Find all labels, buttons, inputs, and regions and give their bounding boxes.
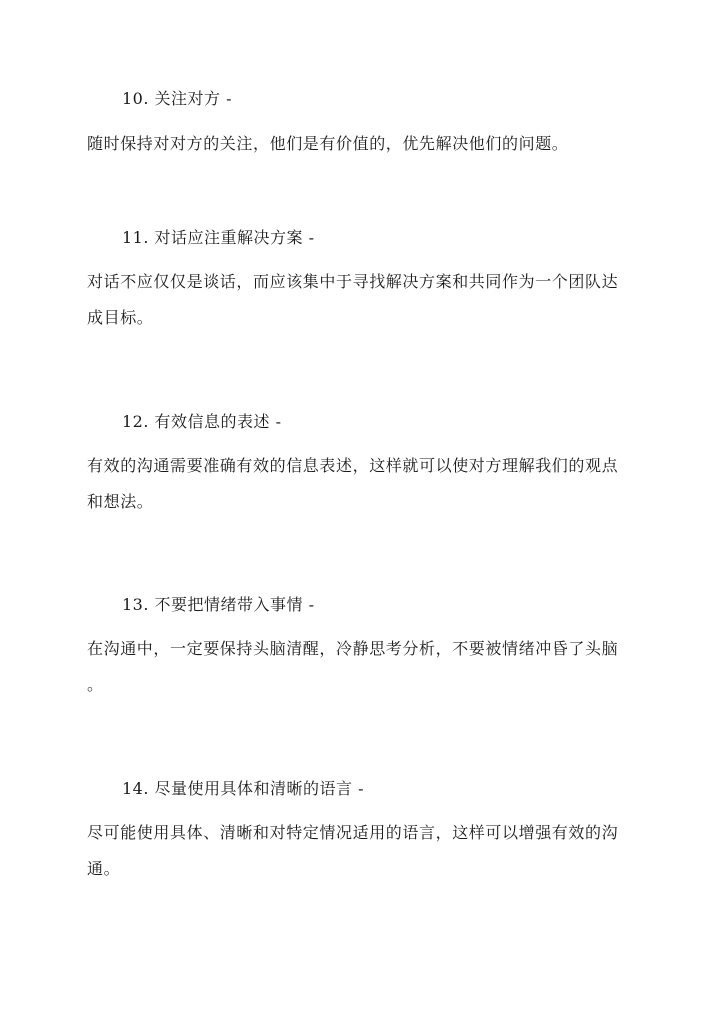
item-body [87, 264, 647, 336]
item-heading: 11. 对话应注重解决方案 - [122, 228, 315, 247]
item-heading: 13. 不要把情绪带入事情 - [122, 595, 315, 614]
body-line: 尽可能使用具体、清晰和对特定情况适用的语言，这样可以增强有效的沟 [87, 823, 619, 842]
item-heading: 12. 有效信息的表述 - [122, 412, 282, 431]
body-line: 有效的沟通需要准确有效的信息表述，这样就可以使对方理解我们的观点 [87, 456, 619, 475]
item-body [87, 126, 647, 162]
item-body [87, 631, 647, 703]
body-line: 对话不应仅仅是谈话，而应该集中于寻找解决方案和共同作为一个团队达 [87, 272, 619, 291]
body-line: 随时保持对对方的关注，他们是有价值的，优先解决他们的问题。 [87, 134, 569, 153]
body-line: 。 [87, 675, 104, 694]
body-line: 成目标。 [87, 308, 154, 327]
body-line: 通。 [87, 859, 121, 878]
item-heading: 14. 尽量使用具体和清晰的语言 - [122, 779, 365, 798]
body-line: 和想法。 [87, 492, 154, 511]
item-body [87, 448, 647, 520]
item-body [87, 815, 647, 887]
item-heading: 10. 关注对方 - [122, 89, 233, 108]
body-line: 在沟通中，一定要保持头脑清醒，冷静思考分析，不要被情绪冲昏了头脑 [87, 639, 619, 658]
